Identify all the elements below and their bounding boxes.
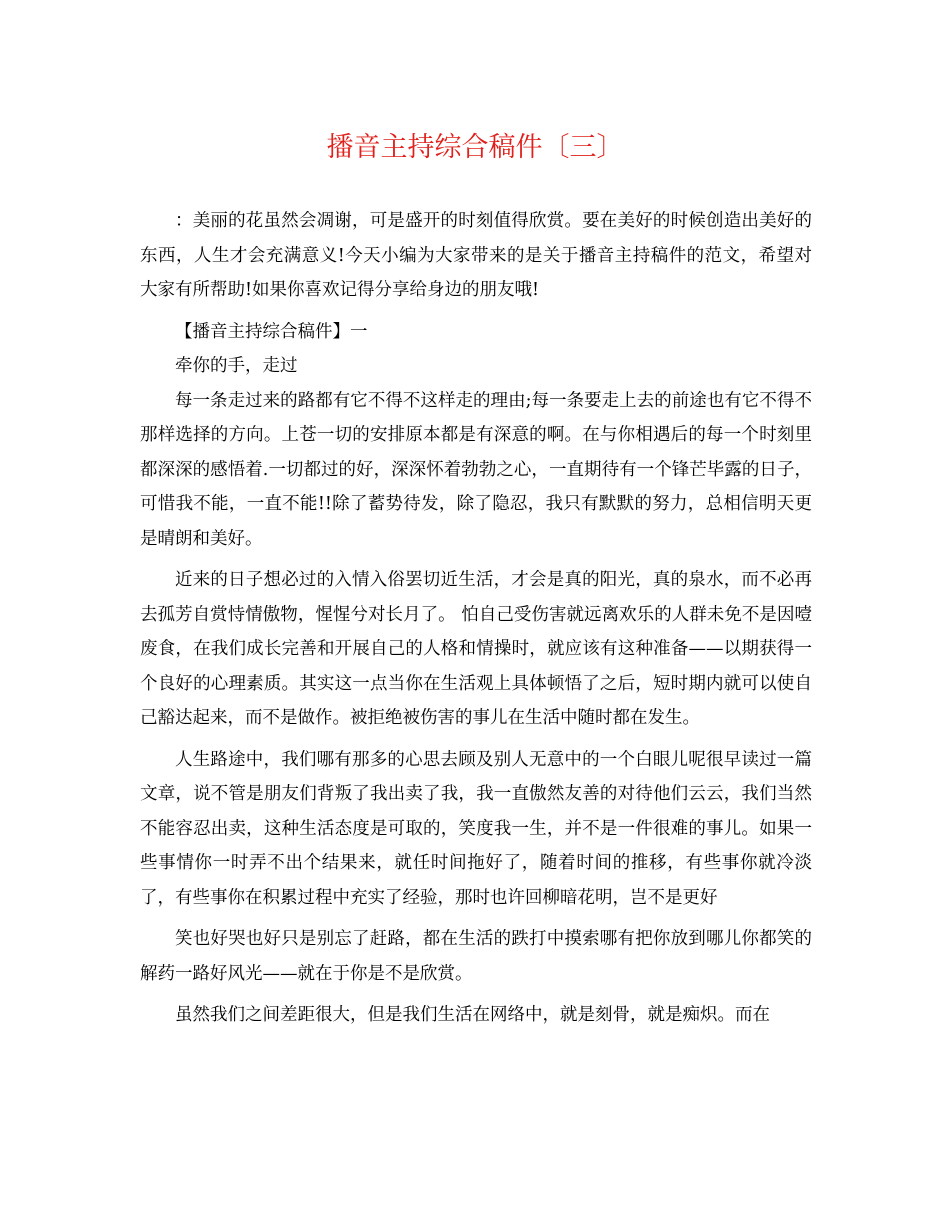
document-title: 播音主持综合稿件〔三〕 — [326, 132, 624, 163]
intro-paragraph: ：美丽的花虽然会凋谢，可是盛开的时刻值得欣赏。要在美好的时候创造出美好的东西，人生才会充满意义!今天小编为大家带来的是关于播音主持稿件的范文，希望对大家有所帮助!如果你喜欢记得分享给身边的朋友哦! — [140, 211, 812, 300]
document-body — [140, 204, 812, 1040]
body-paragraph: 每一条走过来的路都有它不得不这样走的理由;每一条要走上去的前途也有它不得不那样选择的方向。上苍一切的安排原本都是有深意的啊。在与你相遇后的每一个时刻里都深深的感悟着.一切都过的好，深深怀着勃勃之心，一直期待有一个锋芒毕露的日子，可惜我不能，一直不能!!除了蓄势待发，除了隐忍，我只有默默的努力，总相信明天更是晴朗和美好。 — [140, 390, 812, 549]
section-heading: 【播音主持综合稿件】一 — [175, 321, 368, 342]
body-paragraph: 笑也好哭也好只是别忘了赶路，都在生活的跌打中摸索哪有把你放到哪儿你都笑的解药一路好风光——就在于你是不是欣赏。 — [140, 929, 812, 984]
body-paragraph: 虽然我们之间差距很大，但是我们生活在网络中，就是刻骨，就是痴炽。而在 — [175, 1005, 770, 1025]
body-paragraph: 人生路途中，我们哪有那多的心思去顾及别人无意中的一个白眼儿呢很早读过一篇文章，说不管是朋友们背叛了我出卖了我，我一直傲然友善的对待他们云云，我们当然不能容忍出卖，这种生活态度是可取的，笑度我一生，并不是一件很难的事儿。如果一些事情你一时弄不出个结果来，就任时间拖好了，随着时间的推移，有些事你就冷淡了，有些事你在积累过程中充实了经验，那时也许回柳暗花明，岂不是更好 — [140, 749, 812, 908]
article-subtitle: 牵你的手，走过 — [175, 356, 298, 376]
body-paragraph: 近来的日子想必过的入情入俗罢切近生活，才会是真的阳光，真的泉水，而不必再去孤芳自赏恃情傲物，惺惺兮对长月了。 怕自己受伤害就远离欢乐的人群未免不是因噎废食，在我们成长完善和开展自己的人格和情操时，就应该有这种准备——以期获得一个良好的心理素质。其实这一点当你在生活观上具体顿悟了之后，短时期内就可以使自己豁达起来，而不是做作。被拒绝被伤害的事儿在生活中随时都在发生。 — [140, 570, 812, 728]
